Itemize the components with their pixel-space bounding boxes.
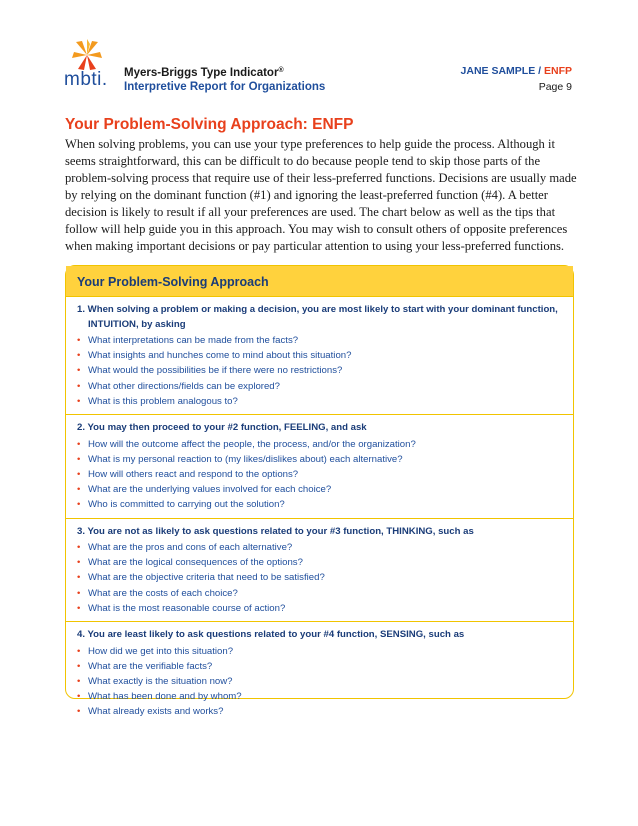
- bullet-icon: •: [77, 468, 81, 480]
- intro-paragraph: When solving problems, you can use your type preferences to help guide the process. Although it seems straightforward, this can be difficult to do because people tend to skip those parts of the problem-solving process that require use of their less-preferred functions. Decisions are usually made by relying on the dominant function (#1) and ignoring the least-preferred function (#4). A better decision is likely to result if all your preferences are used. The chart below as well as the tips that follow will help guide you in this approach. You may wish to consult others of opposite preferences when making important decisions or pay particular attention to using your less-preferred functions.: [65, 137, 577, 253]
- list-item: • What insights and hunches come to mind about this situation?: [77, 348, 563, 363]
- name-type-separator: /: [538, 65, 542, 77]
- bullet-icon: •: [77, 587, 81, 599]
- group-heading: 4. You are least likely to ask questions related to your #4 function, SENSING, such as: [77, 629, 465, 641]
- bullet-icon: •: [77, 335, 81, 346]
- bullet-icon: •: [77, 572, 81, 584]
- bullet-icon: •: [77, 691, 81, 703]
- function-group-1: [66, 296, 573, 414]
- report-subtitle: Interpretive Report for Organizations: [124, 81, 326, 93]
- problem-solving-box: [65, 265, 574, 718]
- list-item: • What has been done and by whom?: [77, 689, 563, 704]
- box-title: Your Problem-Solving Approach: [66, 266, 573, 296]
- section-title: Your Problem-Solving Approach: ENFP: [65, 116, 354, 133]
- list-item: • What would the possibilities be if there were no restrictions?: [77, 363, 563, 378]
- list-item: • How will others react and respond to the options?: [77, 467, 563, 482]
- bullet-icon: •: [77, 602, 81, 614]
- bullet-icon: •: [77, 499, 81, 511]
- group-heading: 2. You may then proceed to your #2 function, FEELING, and ask: [77, 422, 367, 434]
- bullet-icon: •: [77, 645, 81, 657]
- function-group-3: [66, 518, 573, 622]
- bullet-icon: •: [77, 675, 81, 687]
- list-item: • What are the pros and cons of each alternative?: [77, 540, 563, 555]
- report-title: Myers-Briggs Type Indicator®: [124, 67, 284, 79]
- list-item: • What is the most reasonable course of action?: [77, 601, 563, 616]
- type-code: ENFP: [543, 65, 572, 77]
- group-heading: 3. You are not as likely to ask questions related to your #3 function, THINKING, such as: [77, 525, 474, 537]
- list-item: • What are the objective criteria that need to be satisfied?: [77, 570, 563, 585]
- list-item: • What is this problem analogous to?: [77, 394, 563, 409]
- bullet-icon: •: [77, 453, 81, 465]
- list-item: • How will the outcome affect the people, the process, and/or the organization?: [77, 437, 563, 452]
- list-item: • Who is committed to carrying out the solution?: [77, 497, 563, 512]
- person-name: JANE SAMPLE: [460, 65, 536, 77]
- function-group-4: [66, 621, 573, 725]
- bullet-icon: •: [77, 557, 81, 569]
- page-number: Page 9: [538, 81, 572, 93]
- list-item: • What are the costs of each choice?: [77, 586, 563, 601]
- list-item: • What already exists and works?: [77, 704, 563, 719]
- list-item: • What exactly is the situation now?: [77, 674, 563, 689]
- bullet-icon: •: [77, 350, 81, 362]
- bullet-icon: •: [77, 660, 81, 672]
- list-item: • What are the logical consequences of the options?: [77, 555, 563, 570]
- bullet-icon: •: [77, 365, 81, 377]
- list-item: • What are the underlying values involved for each choice?: [77, 482, 563, 497]
- bullet-icon: •: [77, 484, 81, 496]
- registered-mark: ®: [278, 67, 284, 74]
- bullet-icon: •: [77, 438, 81, 450]
- bullet-icon: •: [77, 542, 81, 554]
- list-item: • What other directions/fields can be explored?: [77, 379, 563, 394]
- list-item: • What are the verifiable facts?: [77, 659, 563, 674]
- bullet-icon: •: [77, 380, 81, 392]
- function-group-2: [66, 414, 573, 518]
- group-heading: 1. When solving a problem or making a decision, you are most likely to start with your dominant function, INTUITION, by asking: [77, 304, 558, 330]
- bullet-icon: •: [77, 395, 81, 407]
- mbti-logo-text: mbti.: [64, 69, 108, 90]
- list-item: • How did we get into this situation?: [77, 644, 563, 659]
- list-item: • What interpretations can be made from the facts?: [77, 333, 563, 348]
- person-type-label: [461, 64, 572, 78]
- bullet-icon: •: [77, 706, 81, 718]
- list-item: • What is my personal reaction to (my likes/dislikes about) each alternative?: [77, 452, 563, 467]
